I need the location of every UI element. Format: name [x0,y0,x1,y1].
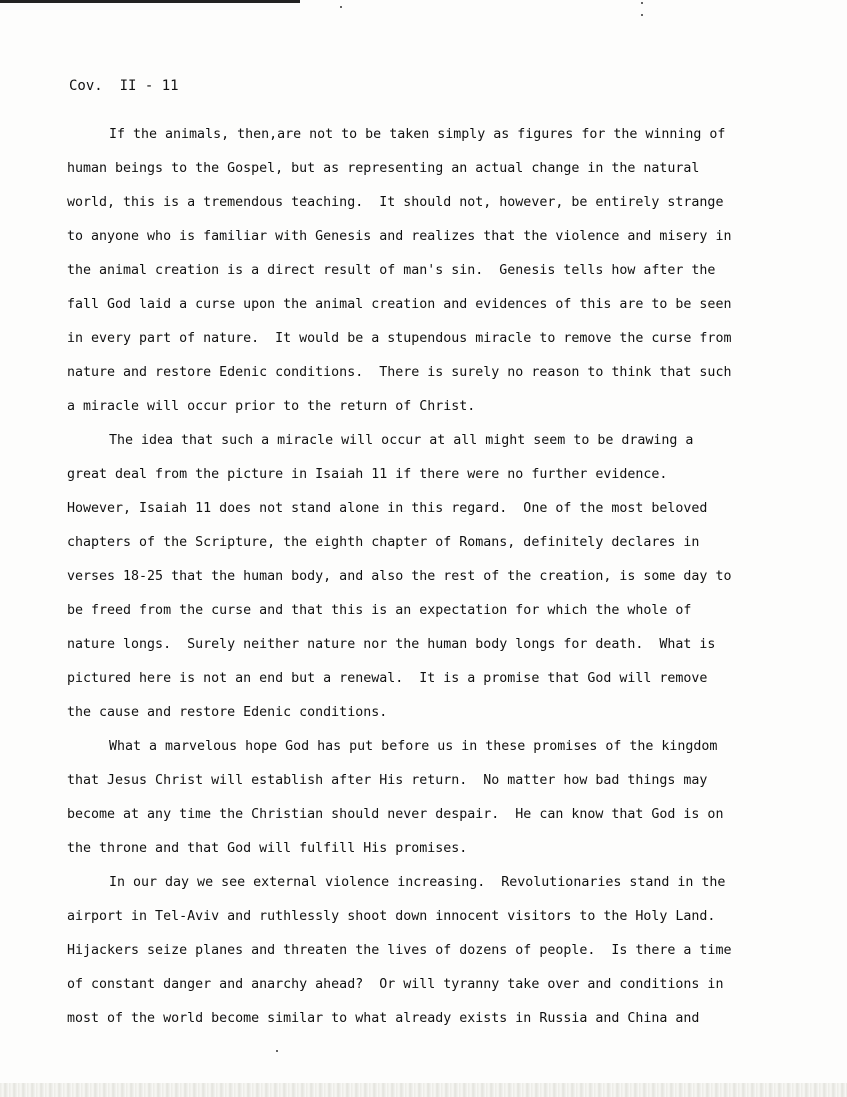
text-line: world, this is a tremendous teaching. It should not, however, be entirely strange [67,195,724,210]
paragraph [67,430,783,736]
scan-speck [340,6,342,8]
paragraph [67,872,783,1042]
text-line: In our day we see external violence increasing. Revolutionaries stand in the [109,875,726,890]
text-line: great deal from the picture in Isaiah 11 if there were no further evidence. [67,467,668,482]
text-line: most of the world become similar to what already exists in Russia and China and [67,1011,700,1026]
text-line: However, Isaiah 11 does not stand alone in this regard. One of the most beloved [67,501,708,516]
text-line: the throne and that God will fulfill His promises. [67,841,468,856]
page-header: Cov. II - 11 [69,78,179,94]
text-line: fall God laid a curse upon the animal creation and evidences of this are to be seen [67,297,732,312]
text-line: verses 18-25 that the human body, and also the rest of the creation, is some day to [67,569,732,584]
text-line: airport in Tel-Aviv and ruthlessly shoot down innocent visitors to the Holy Land. [67,909,716,924]
text-line: nature longs. Surely neither nature nor the human body longs for death. What is [67,637,716,652]
scan-bottom-edge [0,1083,847,1097]
text-line: What a marvelous hope God has put before us in these promises of the kingdom [109,739,718,754]
document-body [67,124,783,1042]
scan-speck [641,14,643,16]
top-edge-rule [0,0,300,3]
text-line: to anyone who is familiar with Genesis and realizes that the violence and misery in [67,229,732,244]
text-line: be freed from the curse and that this is an expectation for which the whole of [67,603,692,618]
text-line: If the animals, then,are not to be taken simply as figures for the winning of [109,127,726,142]
text-line: The idea that such a miracle will occur at all might seem to be drawing a [109,433,694,448]
text-line: that Jesus Christ will establish after His return. No matter how bad things may [67,773,708,788]
text-line: chapters of the Scripture, the eighth chapter of Romans, definitely declares in [67,535,700,550]
paragraph [67,736,783,872]
text-line: of constant danger and anarchy ahead? Or will tyranny take over and conditions in [67,977,724,992]
paragraph [67,124,783,430]
text-line: become at any time the Christian should never despair. He can know that God is on [67,807,724,822]
text-line: the animal creation is a direct result of man's sin. Genesis tells how after the [67,263,716,278]
text-line: pictured here is not an end but a renewal. It is a promise that God will remove [67,671,708,686]
text-line: Hijackers seize planes and threaten the lives of dozens of people. Is there a time [67,943,732,958]
text-line: in every part of nature. It would be a stupendous miracle to remove the curse from [67,331,732,346]
text-line: a miracle will occur prior to the return of Christ. [67,399,476,414]
scan-speck [276,1050,278,1052]
text-line: human beings to the Gospel, but as representing an actual change in the natural [67,161,700,176]
text-line: nature and restore Edenic conditions. There is surely no reason to think that such [67,365,732,380]
scan-speck [641,2,643,4]
text-line: the cause and restore Edenic conditions. [67,705,388,720]
